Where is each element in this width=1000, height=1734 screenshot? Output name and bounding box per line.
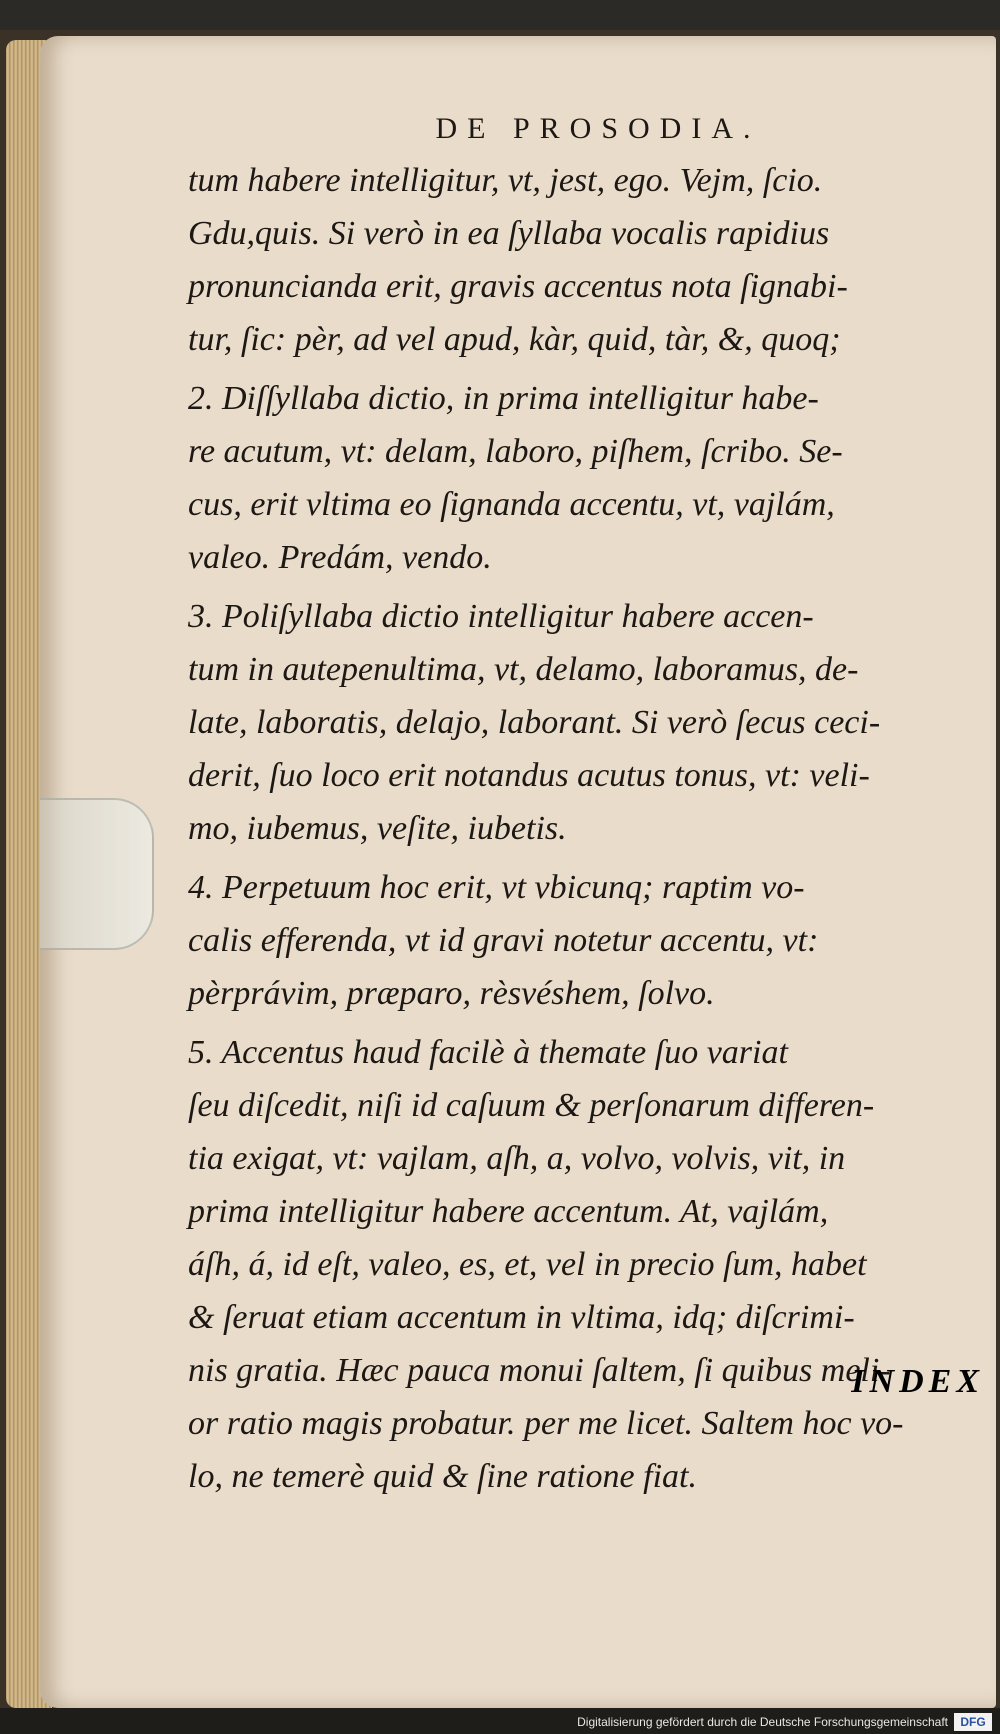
text-line: tia exigat, vt: vajlam, aſh, a, volvo, volvis, vit, in: [188, 1140, 846, 1177]
text-line: late, laboratis, delajo, laborant. Si verò ſecus ceci-: [188, 704, 881, 741]
text-line: lo, ne temerè quid & ſine ratione fiat.: [188, 1458, 697, 1495]
text-line: tum habere intelligitur, vt, jest, ego. Vejm, ſcio.: [188, 162, 823, 199]
catchword: INDEX: [851, 1363, 984, 1400]
dfg-logo: DFG: [954, 1713, 992, 1731]
footer-credit: Digitalisierung gefördert durch die Deutsche Forschungsgemeinschaft: [577, 1715, 948, 1729]
text-line: tum in autepenultima, vt, delamo, laboramus, de-: [188, 651, 859, 688]
page-text: [188, 112, 968, 1503]
text-line: 2. Diſſyllaba dictio, in prima intelligitur habe-: [188, 380, 819, 417]
text-line: or ratio magis probatur. per me licet. Saltem hoc vo-: [188, 1405, 904, 1442]
text-line: ſeu diſcedit, niſi id caſuum & perſonarum differen-: [188, 1087, 875, 1124]
text-line: áſh, á, id eſt, valeo, es, et, vel in precio ſum, habet: [188, 1246, 867, 1283]
text-line: 3. Poliſyllaba dictio intelligitur habere accen-: [188, 598, 814, 635]
text-line: cus, erit vltima eo ſignanda accentu, vt, vajlám,: [188, 486, 835, 523]
text-line: re acutum, vt: delam, laboro, piſhem, ſcribo. Se-: [188, 433, 843, 470]
text-line: 5. Accentus haud facilè à themate ſuo variat: [188, 1034, 788, 1071]
text-line: prima intelligitur habere accentum. At, vajlám,: [188, 1193, 829, 1230]
text-line: derit, ſuo loco erit notandus acutus tonus, vt: veli-: [188, 757, 870, 794]
text-line: tur, ſic: pèr, ad vel apud, kàr, quid, tàr, &, quoq;: [188, 321, 841, 358]
text-line: mo, iubemus, veſite, iubetis.: [188, 810, 567, 847]
text-line: pronuncianda erit, gravis accentus nota ſignabi-: [188, 268, 848, 305]
text-line: nis gratia. Hæc pauca monui ſaltem, ſi quibus meli-: [188, 1352, 891, 1389]
text-line: valeo. Predám, vendo.: [188, 539, 492, 576]
footer-bar: [0, 1708, 1000, 1734]
page-clip: [40, 798, 154, 950]
text-line: calis efferenda, vt id gravi notetur accentu, vt:: [188, 922, 819, 959]
text-line: Gdu,quis. Si verò in ea ſyllaba vocalis rapidius: [188, 215, 830, 252]
text-line: & ſeruat etiam accentum in vltima, idq; diſcrimi-: [188, 1299, 855, 1336]
text-line: 4. Perpetuum hoc erit, vt vbicunq; raptim vo-: [188, 869, 805, 906]
running-head: DE PROSODIA.: [435, 112, 761, 145]
text-line: pèrprávim, præparo, rèsvéshem, ſolvo.: [188, 975, 715, 1012]
